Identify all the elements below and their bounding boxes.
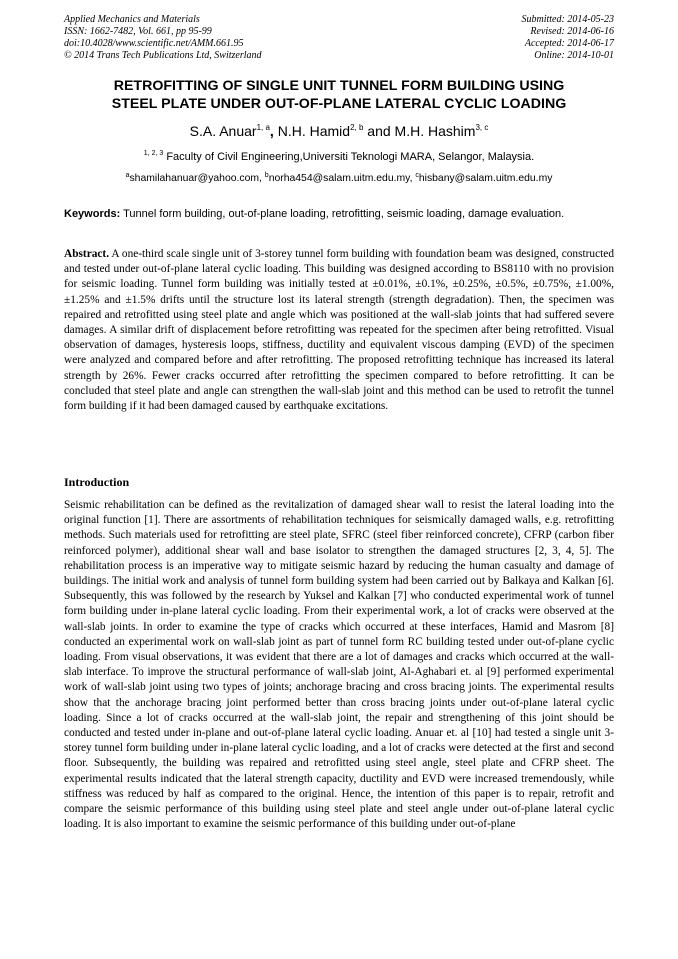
email-b-sup: b (264, 172, 269, 179)
journal-copyright: © 2014 Trans Tech Publications Ltd, Switzerland (64, 50, 262, 61)
author-1-name: S.A. Anuar (189, 123, 257, 139)
date-revised: Revised: 2014-06-16 (530, 26, 614, 37)
affiliation (64, 150, 614, 164)
email-b: norha454@salam.uitm.edu.my, (268, 173, 416, 184)
introduction-body: Seismic rehabilitation can be defined as the revitalization of damaged shear wall to resist the lateral loading into the original function [1]. There are assortments of rehabilitation techniques for seismically damaged walls, e.g. retrofitting methods. Such materials used for retrofitting are steel plate, SFRC (steel fiber reinforced concrete), CFRP (carbon fiber reinforced polymer), additional shear wall and base isolator to strengthen the damaged structures [2, 3, 4, 5]. The rehabilitation process is an imperative way to mitigate seismic hazard by reducing the human casualty and damage of buildings. The initial work and analysis of tunnel form building system had been carried out by Balkaya and Kalkan [6]. Subsequently, this was followed by the research by Yuksel and Kalkan [7] who conducted experimental work of tunnel form building under in-plane lateral cyclic loading. From their experimental work, a lot of cracks were observed at the wall-slab joints. In order to examine the type of cracks which occurred at these interfaces, Hamid and Masrom [8] conducted an experimental work on wall-slab joint as part of tunnel form RC building tested under out-of-plane cyclic loading. From visual observations, it was evident that there are a lot of damages and cracks which occurred at the wall-slab interface. To improve the structural performance of wall-slab joint, Al-Aghabari et. al [9] performed experimental work of wall-slab joint using two types of joints; anchorage bracing and cross bracing joints. The experimental results show that the anchorage bracing joint performed better than cross bracing joints under out-of-plane lateral cyclic loading. Since a lot of cracks occurred at the wall-slab joint, the repair and strengthening of this joint should be conducted and tested under in-plane and out-of-plane lateral cyclic loading. Anuar et. al [10] had tested a single unit 3-storey tunnel form building under in-plane lateral cyclic loading, and a lot of cracks were detected at the first and second floor. Subsequently, the building was repaired and retrofitted using steel angle, steel plate and CFRP sheet. The experimental results indicated that the lateral strength capacity, ductility and EVD were increased tremendously, while stiffness was reduced by half as compared to the original. Hence, the intention of this paper is to repair, retrofit and compare the seismic performance of this building using steel plate and steel angle under out-of-plane lateral cyclic loading. It is also important to examine the seismic performance of this building under out-of-plane (64, 499, 614, 831)
affiliation-sup: 1, 2, 3 (143, 150, 164, 157)
author-3-sup: 3, c (475, 123, 489, 132)
title-line-2: STEEL PLATE UNDER OUT-OF-PLANE LATERAL CYCLIC LOADING (111, 96, 567, 112)
introduction-heading: Introduction (64, 475, 130, 489)
publication-dates (522, 14, 615, 62)
abstract-text: A one-third scale single unit of 3-storey tunnel form building with foundation beam was designed, constructed and tested under out-of-plane lateral cyclic loading. This building was designed according to BS8110 with no provision for seismic loading. Tunnel form building was initially tested at ±0.01%, ±0.1%, ±0.25%, ±0.5%, ±0.75%, ±1.00%, ±1.25% and ±1.5% drifts until the structure lost its lateral strength (strength degradation). Then, the specimen was repaired and retrofitted using steel plate and angle which was positioned at the wall-slab joints that had suffered severe damages. A similar drift of displacement before retrofitting was repeated for the specimen after being retrofitted. Visual observation of damages, hysteresis loops, stiffness, ductility and equivalent viscous damping (EVD) of the specimen were analyzed and compared before and after retrofitting. The proposed retrofitting technique has increased its lateral strength by 26%. Fewer cracks occurred after retrofitting the specimen compared to before retrofitting. It can be concluded that steel plate and angle can strengthen the wall-slab joint and this method can be used to retrofit the tunnel form building if it had been damaged caused by earthquake excitations. (64, 248, 614, 413)
keywords-label: Keywords: (64, 208, 121, 220)
journal-issn: ISSN: 1662-7482, Vol. 661, pp 95-99 (64, 26, 212, 37)
author-and: and (367, 123, 391, 139)
journal-doi: doi:10.4028/www.scientific.net/AMM.661.95 (64, 38, 244, 49)
abstract-label: Abstract. (64, 248, 110, 260)
date-accepted: Accepted: 2014-06-17 (524, 38, 614, 49)
author-list: S.A. Anuar$^{1, a}$, N.H. Hamid$^{2, b}$ and M.H. Hashim$^{3, c}$ (189, 123, 489, 139)
email-a: shamilahanuar@yahoo.com, (129, 173, 265, 184)
journal-name: Applied Mechanics and Materials (64, 14, 200, 25)
keywords-text: Tunnel form building, out-of-plane loading, retrofitting, seismic loading, damage evaluation. (120, 208, 565, 220)
keywords (64, 207, 614, 221)
title-line-1: RETROFITTING OF SINGLE UNIT TUNNEL FORM BUILDING USING (113, 78, 565, 94)
paper-title (64, 77, 614, 113)
author-2-name: N.H. Hamid (277, 123, 351, 139)
journal-header (64, 14, 262, 62)
date-submitted: Submitted: 2014-05-23 (521, 14, 614, 25)
email-c: hisbany@salam.uitm.edu.my (418, 173, 553, 184)
author-2-sup: 2, b (350, 123, 364, 132)
author-3-name: M.H. Hashim (394, 123, 476, 139)
author-1-sup: 1, a (256, 123, 270, 132)
author-emails (64, 172, 614, 186)
date-online: Online: 2014-10-01 (534, 50, 614, 61)
email-a-sup: a (125, 172, 130, 179)
abstract (64, 247, 614, 414)
email-c-sup: c (415, 172, 419, 179)
affiliation-text: Faculty of Civil Engineering,Universiti Teknologi MARA, Selangor, Malaysia. (166, 151, 535, 163)
